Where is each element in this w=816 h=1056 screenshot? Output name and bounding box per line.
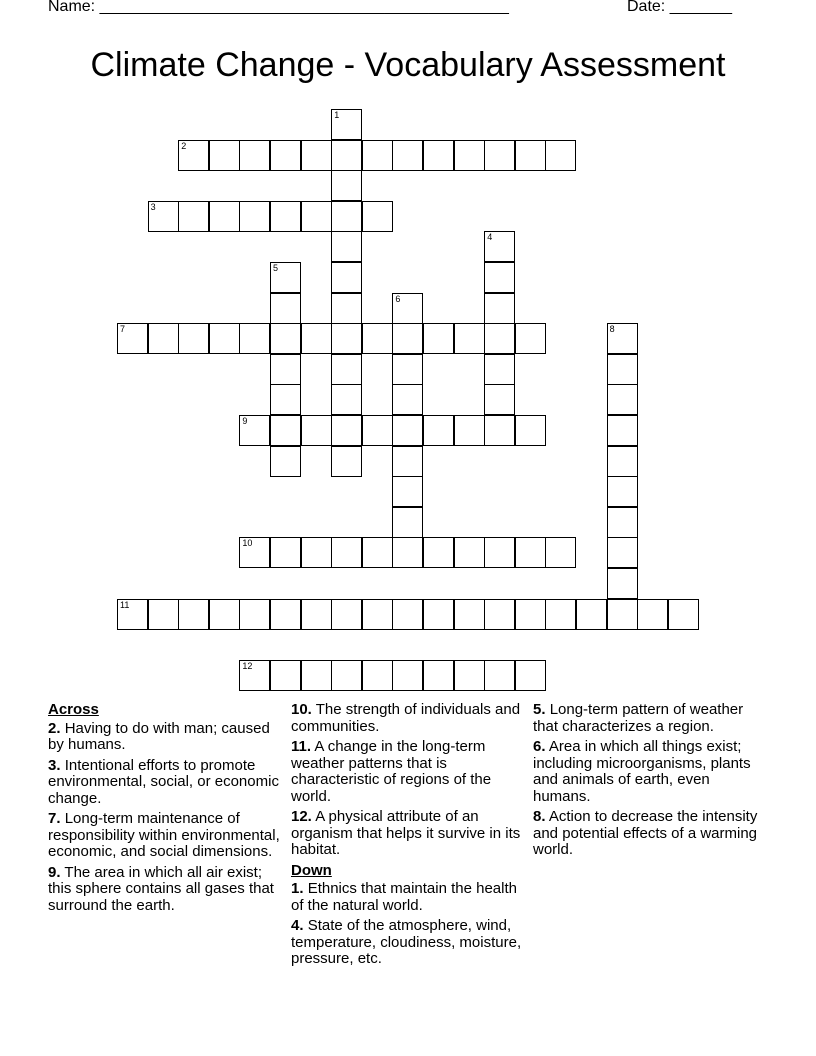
crossword-cell[interactable] (392, 293, 423, 324)
crossword-cell[interactable] (301, 599, 332, 630)
clue-across-3: 3. Intentional efforts to promote environmental, social, or economic change. (48, 756, 279, 807)
crossword-cell[interactable] (392, 599, 423, 630)
crossword-cell[interactable] (423, 660, 454, 691)
clues-column-1 (48, 702, 284, 918)
crossword-cell[interactable] (423, 537, 454, 568)
cell-number: 6 (395, 293, 401, 304)
crossword-cell[interactable] (607, 446, 638, 477)
crossword-cell[interactable] (454, 140, 485, 171)
crossword-cell[interactable] (209, 201, 240, 232)
cell-number: 3 (150, 201, 156, 212)
crossword-cell[interactable] (607, 476, 638, 507)
crossword-cell[interactable] (301, 140, 332, 171)
crossword-cell[interactable] (484, 231, 515, 262)
crossword-cell[interactable] (331, 599, 362, 630)
crossword-cell[interactable] (392, 140, 423, 171)
down-heading: Down (291, 861, 332, 879)
crossword-cell[interactable] (607, 599, 638, 630)
crossword-cell[interactable] (545, 599, 576, 630)
clue-across-11: 11. A change in the long-term weather patterns that is characteristic of regions of the world. (291, 738, 492, 805)
crossword-cell[interactable] (362, 599, 393, 630)
crossword-cell[interactable] (484, 354, 515, 385)
crossword-cell[interactable] (331, 201, 362, 232)
crossword-cell[interactable] (392, 354, 423, 385)
clue-across-12: 12. A physical attribute of an organism that helps it survive in its habitat. (291, 808, 521, 858)
crossword-cell[interactable] (392, 660, 423, 691)
cell-number: 7 (120, 324, 126, 335)
crossword-cell[interactable] (362, 415, 393, 446)
crossword-cell[interactable] (607, 507, 638, 538)
crossword-cell[interactable] (484, 415, 515, 446)
crossword-cell[interactable] (209, 140, 240, 171)
crossword-cell[interactable] (239, 415, 270, 446)
across-heading: Across (48, 701, 99, 718)
crossword-cell[interactable] (545, 537, 576, 568)
crossword-cell[interactable] (392, 323, 423, 354)
clue-down-6: 6. Area in which all things exist; including microorganisms, plants and animals of earth, even humans. (533, 738, 751, 805)
crossword-cell[interactable] (392, 446, 423, 477)
clue-down-5: 5. Long-term pattern of weather that characterizes a region. (533, 701, 744, 735)
crossword-cell[interactable] (607, 537, 638, 568)
crossword-cell[interactable] (423, 415, 454, 446)
crossword-cell[interactable] (484, 537, 515, 568)
crossword-cell[interactable] (454, 537, 485, 568)
crossword-cell[interactable] (331, 140, 362, 171)
crossword-cell[interactable] (484, 323, 515, 354)
crossword-cell[interactable] (484, 293, 515, 324)
crossword-cell[interactable] (362, 140, 393, 171)
crossword-cell[interactable] (178, 140, 209, 171)
clue-down-4: 4. State of the atmosphere, wind, temperature, cloudiness, moisture, pressure, etc. (291, 917, 522, 967)
crossword-cell[interactable] (270, 446, 301, 477)
crossword-cell[interactable] (331, 170, 362, 201)
crossword-cell[interactable] (362, 537, 393, 568)
clue-across-9: 9. The area in which all air exist; this sphere contains all gases that surround the earth. (48, 863, 274, 914)
clue-across-7: 7. Long-term maintenance of responsibility within environmental, economic, and social dimensions. (48, 810, 280, 860)
crossword-cell[interactable] (607, 354, 638, 385)
crossword-cell[interactable] (270, 323, 301, 354)
crossword-cell[interactable] (484, 140, 515, 171)
crossword-cell[interactable] (545, 140, 576, 171)
crossword-cell[interactable] (454, 323, 485, 354)
clues-column-2 (291, 702, 527, 972)
crossword-cell[interactable] (484, 384, 515, 415)
crossword-cell[interactable] (270, 354, 301, 385)
cell-number: 5 (273, 263, 279, 273)
crossword-cell[interactable] (239, 537, 270, 568)
crossword-cell[interactable] (331, 262, 362, 293)
crossword-cell[interactable] (239, 660, 270, 691)
crossword-cell[interactable] (270, 660, 301, 691)
crossword-cell[interactable] (392, 384, 423, 415)
cell-number: 4 (487, 232, 493, 243)
cell-number: 9 (242, 416, 248, 426)
crossword-cell[interactable] (148, 201, 179, 232)
crossword-cell[interactable] (270, 537, 301, 568)
crossword-cell[interactable] (178, 599, 209, 630)
crossword-cell[interactable] (270, 201, 301, 232)
crossword-cell[interactable] (301, 415, 332, 446)
crossword-cell[interactable] (270, 384, 301, 415)
crossword-cell[interactable] (454, 660, 485, 691)
crossword-cell[interactable] (607, 415, 638, 446)
crossword-cell[interactable] (331, 660, 362, 691)
crossword-cell[interactable] (270, 262, 301, 293)
crossword-cell[interactable] (362, 201, 393, 232)
crossword-cell[interactable] (270, 140, 301, 171)
crossword-cell[interactable] (148, 323, 179, 354)
crossword-cell[interactable] (178, 323, 209, 354)
crossword-cell[interactable] (148, 599, 179, 630)
cell-number: 1 (334, 110, 340, 120)
crossword-cell[interactable] (239, 323, 270, 354)
crossword-cell[interactable] (454, 415, 485, 446)
cell-number: 12 (242, 660, 253, 671)
crossword-cell[interactable] (515, 140, 546, 171)
crossword-cell[interactable] (301, 537, 332, 568)
crossword-cell[interactable] (117, 323, 148, 354)
clue-across-2: 2. Having to do with man; caused by humans. (48, 719, 270, 753)
crossword-cell[interactable] (423, 140, 454, 171)
crossword-cell[interactable] (270, 415, 301, 446)
crossword-cell[interactable] (362, 660, 393, 691)
crossword-cell[interactable] (423, 323, 454, 354)
crossword-cell[interactable] (392, 537, 423, 568)
crossword-cell[interactable] (301, 323, 332, 354)
crossword-cell[interactable] (331, 293, 362, 324)
crossword-cell[interactable] (270, 293, 301, 324)
crossword-cell[interactable] (331, 231, 362, 262)
crossword-cell[interactable] (239, 599, 270, 630)
crossword-cell[interactable] (239, 201, 270, 232)
crossword-cell[interactable] (515, 537, 546, 568)
crossword-cell[interactable] (331, 384, 362, 415)
crossword-cell[interactable] (331, 537, 362, 568)
clues-column-3 (533, 702, 769, 863)
crossword-cell[interactable] (331, 415, 362, 446)
crossword-cell[interactable] (331, 446, 362, 477)
crossword-cell[interactable] (392, 507, 423, 538)
crossword-cell[interactable] (392, 415, 423, 446)
crossword-cell[interactable] (515, 660, 546, 691)
crossword-cell[interactable] (484, 262, 515, 293)
crossword-cell[interactable] (484, 599, 515, 630)
crossword-cell[interactable] (331, 109, 362, 140)
crossword-cell[interactable] (607, 384, 638, 415)
crossword-cell[interactable] (209, 323, 240, 354)
clue-down-8: 8. Action to decrease the intensity and potential effects of a warming world. (533, 808, 758, 858)
crossword-cell[interactable] (515, 415, 546, 446)
crossword-cell[interactable] (178, 201, 209, 232)
cell-number: 2 (181, 140, 187, 151)
crossword-cell[interactable] (209, 599, 240, 630)
crossword-cell[interactable] (301, 660, 332, 691)
crossword-cell[interactable] (607, 568, 638, 599)
crossword-cell[interactable] (331, 323, 362, 354)
page-title: Climate Change - Vocabulary Assessment (90, 46, 726, 84)
crossword-cell[interactable] (576, 599, 607, 630)
crossword-cell[interactable] (515, 323, 546, 354)
crossword-cell[interactable] (331, 354, 362, 385)
cell-number: 8 (609, 324, 615, 335)
crossword-cell[interactable] (515, 599, 546, 630)
cell-number: 10 (242, 538, 253, 549)
clue-across-10: 10. The strength of individuals and communities. (291, 701, 521, 735)
crossword-cell[interactable] (362, 323, 393, 354)
cell-number: 11 (120, 599, 130, 610)
crossword-cell[interactable] (239, 140, 270, 171)
crossword-cell[interactable] (392, 476, 423, 507)
crossword-cell[interactable] (270, 599, 301, 630)
crossword-cell[interactable] (423, 599, 454, 630)
clue-down-1: 1. Ethnics that maintain the health of the natural world. (291, 880, 517, 914)
crossword-cell[interactable] (117, 599, 148, 630)
crossword-cell[interactable] (668, 599, 699, 630)
crossword-cell[interactable] (484, 660, 515, 691)
crossword-cell[interactable] (301, 201, 332, 232)
crossword-cell[interactable] (637, 599, 668, 630)
crossword-cell[interactable] (454, 599, 485, 630)
date-field-line: Date: _______ (627, 0, 732, 15)
name-field-line: Name: ______________________________________________ (48, 0, 509, 15)
crossword-cell[interactable] (607, 323, 638, 354)
